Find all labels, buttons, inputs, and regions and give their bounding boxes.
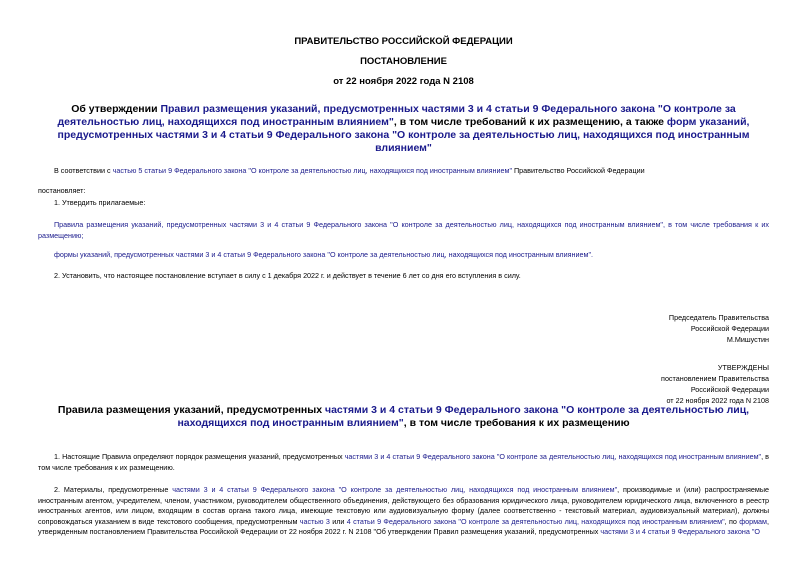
title-link-forms[interactable]: форм указаний, предусмотренных частями 3 и 4 статьи 9 Федерального закона "О контроле за деятельностью лиц, находящихся под иностранным влиянием" <box>57 116 750 154</box>
document-title <box>40 103 767 155</box>
approval-block <box>661 362 769 406</box>
item-1a-rules-link[interactable]: Правила размещения указаний, предусмотренных частями 3 и 4 статьи 9 Федерального закона "О контроле за деятельностью лиц, находящихся под иностранным влиянием", в том числе требования к их размещению; <box>38 220 769 240</box>
rules-p2-link2[interactable]: частью 3 <box>299 516 330 526</box>
rules-p1-suffix: , в том числе требования к их размещению. <box>38 452 770 472</box>
rules-title-link[interactable]: частями 3 и 4 статьи 9 Федерального закона "О контроле за деятельностью лиц, находящихся под иностранным влиянием" <box>177 404 750 429</box>
rules-p1-prefix: 1. Настоящие Правила определяют порядок размещения указаний, предусмотренных <box>54 452 345 461</box>
title-prefix: Об утверждении <box>71 103 161 115</box>
intro-prefix: В соответствии с <box>54 166 113 175</box>
item-1: 1. Утвердить прилагаемые: <box>54 198 146 207</box>
intro-law-link[interactable]: частью 5 статьи 9 Федерального закона "О контроле за деятельностью лиц, находящихся под иностранным влиянием" <box>112 166 513 175</box>
rules-paragraph-1 <box>38 452 769 473</box>
approval-country: Российской Федерации <box>690 385 769 394</box>
intro-suffix: Правительство Российской Федерации <box>512 166 645 175</box>
rules-paragraph-2 <box>38 485 769 538</box>
rules-title-suffix: , в том числе требования к их размещению <box>403 417 630 429</box>
title-link-rules[interactable]: Правил размещения указаний, предусмотренных частями 3 и 4 статьи 9 Федерального закона "О контроле за деятельностью лиц, находящихся под иностранным влиянием" <box>57 103 736 128</box>
decree-word: постановляет: <box>38 186 86 195</box>
rules-p2-mid2: или <box>329 516 347 526</box>
approval-approved: УТВЕРЖДЕНЫ <box>717 363 769 372</box>
document-date: от 22 ноября 2022 года N 2108 <box>333 76 474 87</box>
signature-block <box>669 312 769 345</box>
rules-p2-mid3: , по <box>724 516 740 526</box>
approval-by: постановлением Правительства <box>661 374 769 383</box>
approval-date: от 22 ноября 2022 года N 2108 <box>666 396 769 405</box>
rules-p1-link[interactable]: частями 3 и 4 статьи 9 Федерального закона "О контроле за деятельностью лиц, находящихся под иностранным влиянием" <box>344 452 762 461</box>
item-2: 2. Установить, что настоящее постановление вступает в силу с 1 декабря 2022 г. и действует в течение 6 лет со дня его вступления в силу. <box>54 271 521 280</box>
rules-p2-mid4: , утвержденным постановлением Правительства Российской Федерации от 22 ноября 2022 г. N 2108 "Об утверждении Правил размещения указаний, предусмотренных <box>38 516 769 536</box>
government-name: ПРАВИТЕЛЬСТВО РОССИЙСКОЙ ФЕДЕРАЦИИ <box>294 36 513 47</box>
item-1b-forms-link[interactable]: формы указаний, предусмотренных частями 3 и 4 статьи 9 Федерального закона "О контроле за деятельностью лиц, находящихся под иностранным влиянием". <box>54 250 594 259</box>
rules-p2-link4[interactable]: формам <box>739 516 767 526</box>
document-type: ПОСТАНОВЛЕНИЕ <box>360 56 447 67</box>
rules-p2-link3[interactable]: 4 статьи 9 Федерального закона "О контроле за деятельностью лиц, находящихся под иностранным влиянием" <box>346 516 725 526</box>
title-middle: , в том числе требований к их размещению, а также <box>393 116 667 128</box>
rules-title <box>40 404 767 430</box>
signature-country: Российской Федерации <box>690 324 769 333</box>
rules-p2-prefix: 2. Материалы, предусмотренные <box>54 485 173 494</box>
signature-name: М.Мишустин <box>726 335 769 344</box>
intro-paragraph <box>54 166 774 177</box>
rules-p2-mid1: , производимые и (или) распространяемые иностранным агентом, учредителем, членом, участником, руководителем общественного объединения, действующего без образования юридического лица, руководителем юридического лица, включенного в реестр иностранных агентов, или лицом, входящим в состав органа такого лица, имеющие текстовую или аудиовизуальную форму (далее соответственно - текстовый материал, аудиовизуальный материал), должны сопровождаться указанием в виде текстового сообщения, предусмотренным <box>38 485 769 526</box>
rules-p2-link1[interactable]: частями 3 и 4 статьи 9 Федерального закона "О контроле за деятельностью лиц, находящихся под иностранным влиянием" <box>172 485 618 494</box>
signature-position: Председатель Правительства <box>668 313 769 322</box>
rules-p2-link5[interactable]: частями 3 и 4 статьи 9 Федерального закона "О <box>600 527 760 536</box>
rules-title-prefix: Правила размещения указаний, предусмотренных <box>57 404 325 416</box>
